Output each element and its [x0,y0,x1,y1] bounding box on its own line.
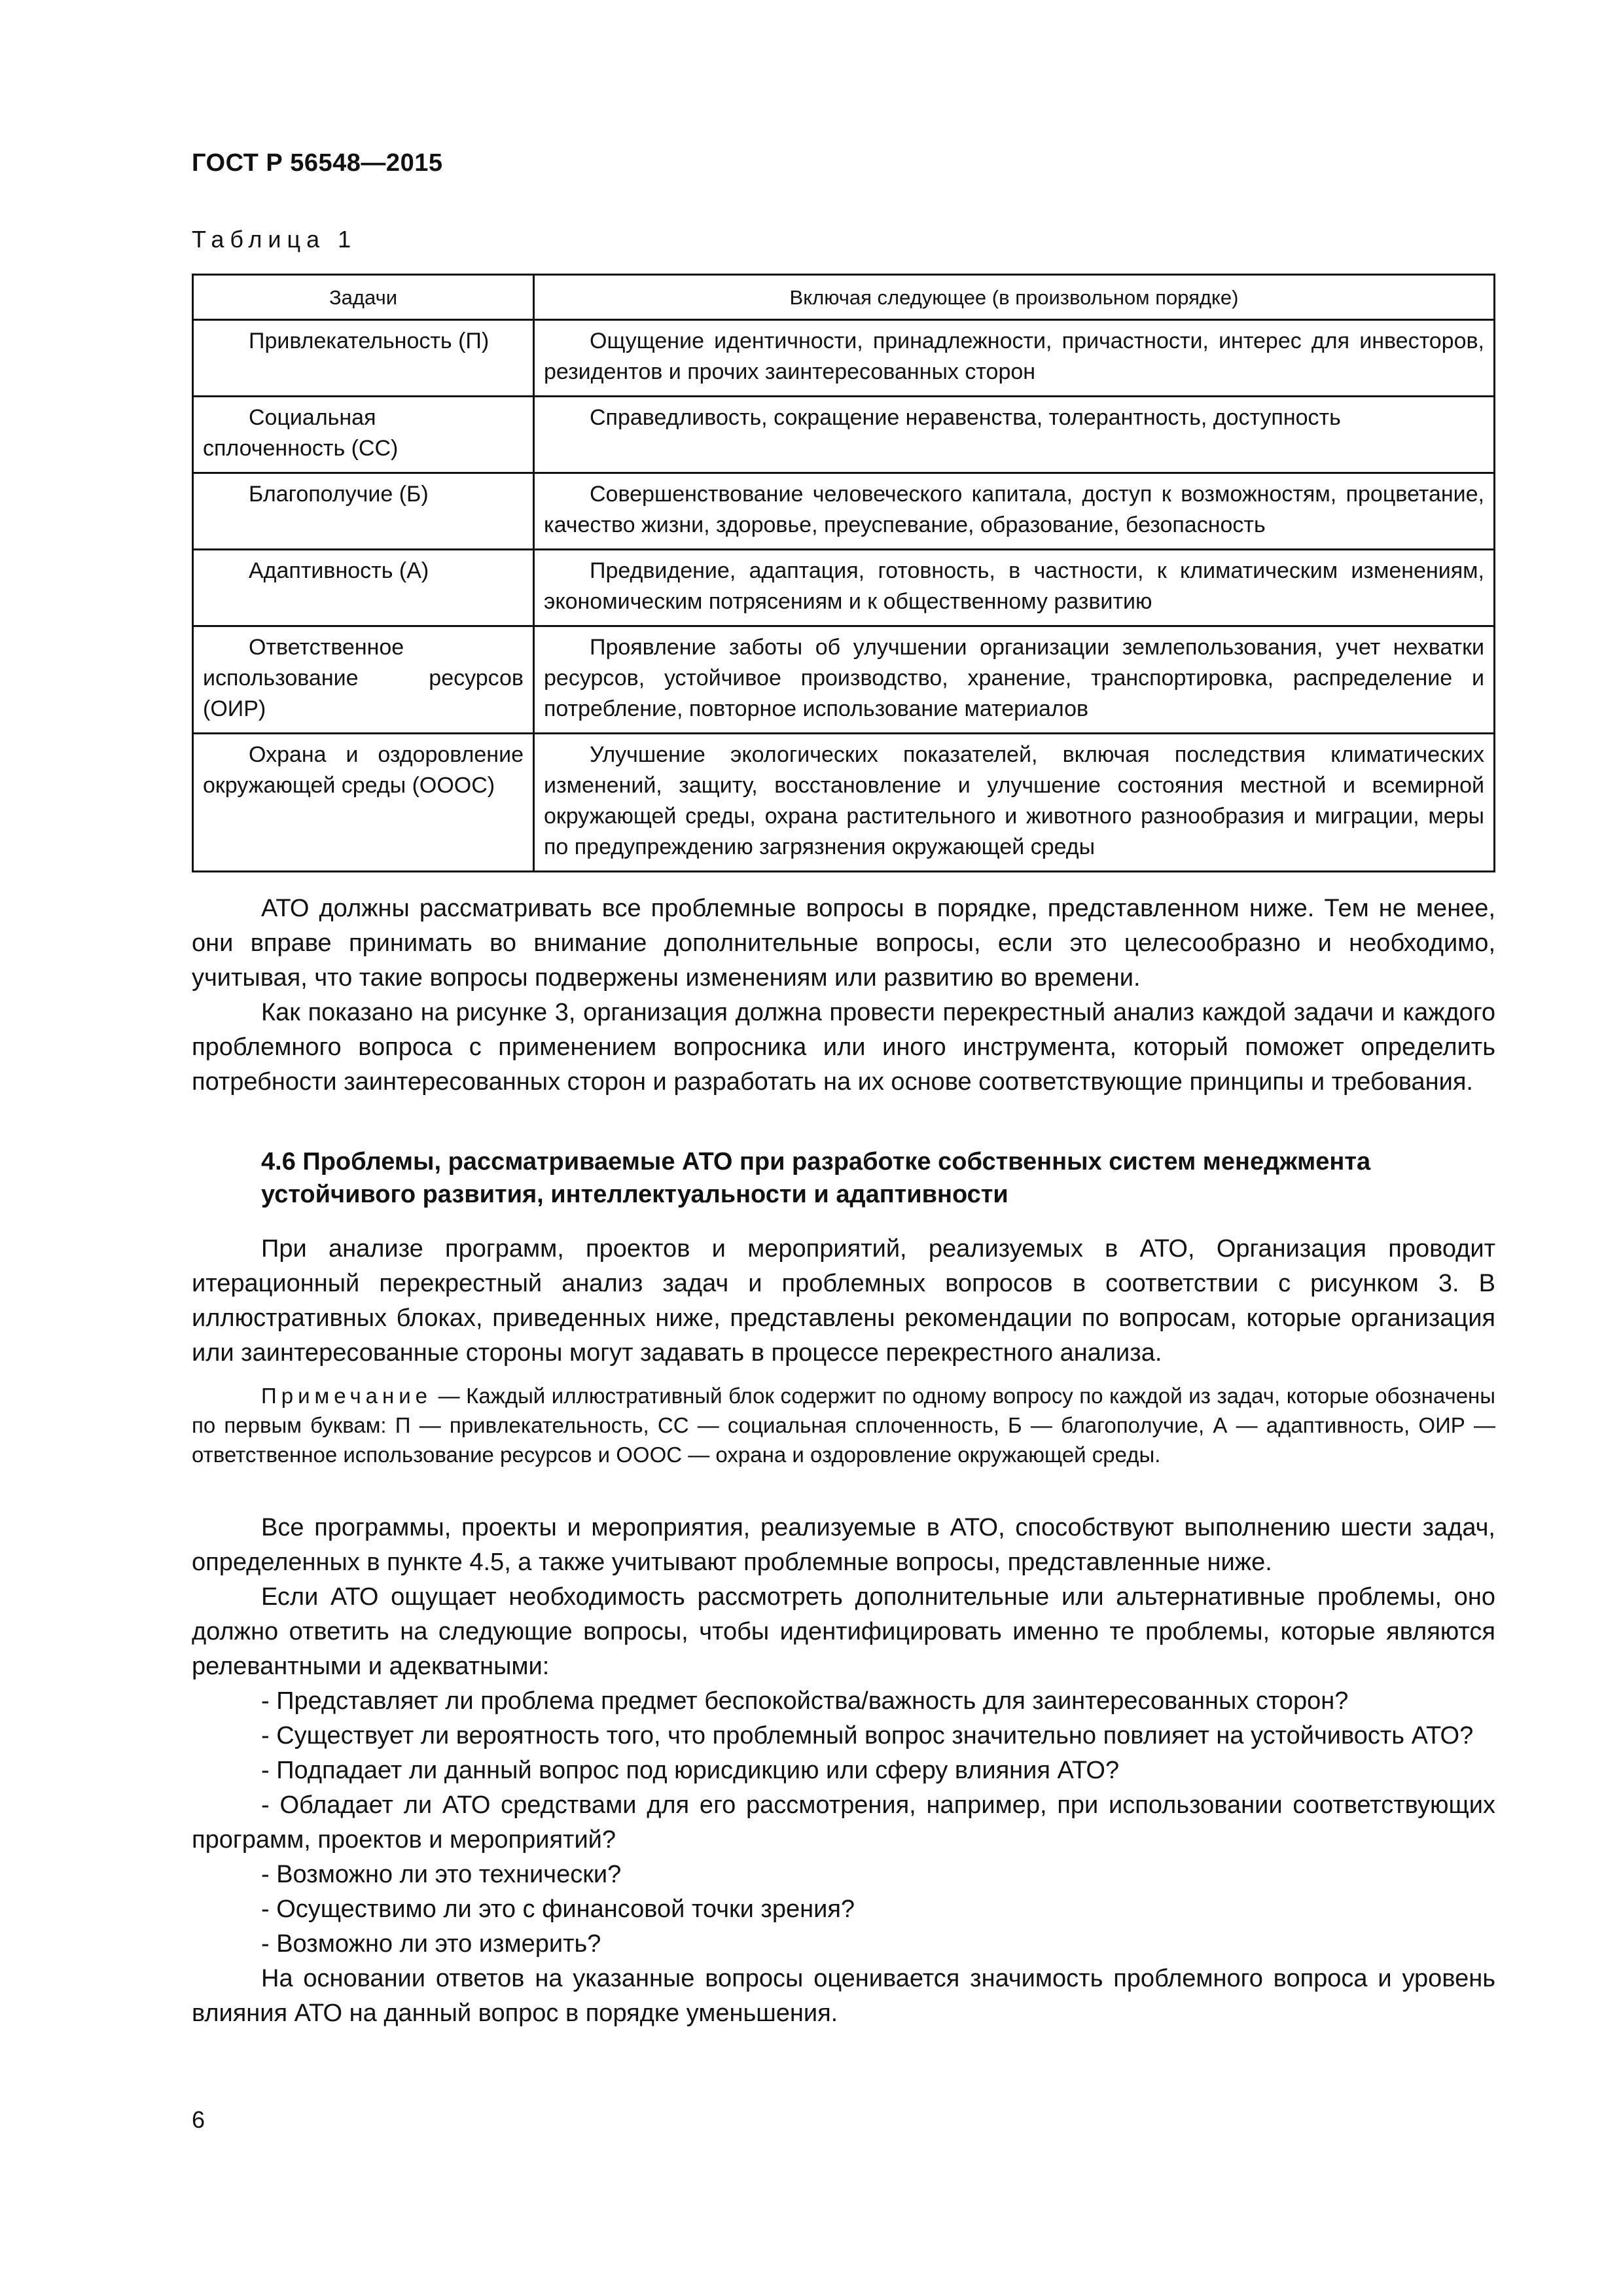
question-item: - Обладает ли АТО средствами для его рассмотрения, например, при использовании соответствующих программ, проектов и мероприятий? [192,1791,1495,1854]
table-row [193,550,1495,626]
note-label: Примечание [261,1384,433,1408]
section-heading: 4.6 Проблемы, рассматриваемые АТО при разработке собственных систем менеджмента устойчивого развития, интеллектуальности и адаптивности [261,1148,1371,1208]
table-row [193,626,1495,734]
includes-cell: Совершенствование человеческого капитала, доступ к возможностям, процветание, качество жизни, здоровье, преуспевание, образование, безопасность [534,473,1495,550]
includes-cell: Справедливость, сокращение неравенства, толерантность, доступность [534,397,1495,473]
document-code: ГОСТ Р 56548—2015 [192,149,443,177]
page-number: 6 [192,2106,205,2133]
task-cell: Ответственное использование ресурсов (ОИР) [193,626,534,734]
paragraph: При анализе программ, проектов и мероприятий, реализуемых в АТО, Организация проводит итерационный перекрестный анализ задач и проблемных вопросов в соответствии с рисунком 3. В иллюстративных блоках, приведенных ниже, представлены рекомендации по вопросам, которые организация или заинтересованные стороны могут задавать в процессе перекрестного анализа. [192,1235,1495,1367]
note [192,1381,1495,1469]
section-4-6 [192,1145,1495,1211]
table-row [193,734,1495,872]
includes-cell: Предвидение, адаптация, готовность, в частности, к климатическим изменениям, экономическим потрясениям и к общественному развитию [534,550,1495,626]
tasks-table [192,274,1495,872]
table-row [193,320,1495,397]
task-cell: Охрана и оздоровление окружающей среды (ОООС) [193,734,534,872]
table-row [193,397,1495,473]
includes-cell: Ощущение идентичности, принадлежности, причастности, интерес для инвесторов, резидентов и прочих заинтересованных сторон [534,320,1495,397]
column-header-tasks: Задачи [193,275,534,320]
paragraph: На основании ответов на указанные вопросы оценивается значимость проблемного вопроса и уровень влияния АТО на данный вопрос в порядке уменьшения. [192,1965,1495,2027]
note-text: — Каждый иллюстративный блок содержит по одному вопросу по каждой из задач, которые обозначены по первым буквам: П — привлекательность, СС — социальная сплоченность, Б — благополучие, А — адаптивность, ОИР — ответственное использование ресурсов и ОООС — охрана и оздоровление окружающей среды. [192,1384,1495,1467]
includes-cell: Улучшение экологических показателей, включая последствия климатических изменений, защиту, восстановление и улучшение состояния местной и всемирной окружающей среды, охрана растительного и животного разнообразия и миграции, меры по предупреждению загрязнения окружающей среды [534,734,1495,872]
question-item: - Осуществимо ли это с финансовой точки зрения? [261,1895,855,1923]
note-block [192,1381,1495,1469]
paragraph: АТО должны рассматривать все проблемные вопросы в порядке, представленном ниже. Тем не менее, они вправе принимать во внимание дополнительные вопросы, если это целесообразно и необходимо, учитывая, что такие вопросы подвержены изменениям или развитию во времени. [192,895,1495,992]
task-cell: Социальная сплоченность (СС) [193,397,534,473]
paragraph: Если АТО ощущает необходимость рассмотреть дополнительные или альтернативные проблемы, оно должно ответить на следующие вопросы, чтобы идентифицировать именно те проблемы, которые являются релевантными и адекватными: [192,1583,1495,1680]
body-block-3 [192,1511,1495,2031]
paragraph: Все программы, проекты и мероприятия, реализуемые в АТО, способствуют выполнению шести задач, определенных в пункте 4.5, а также учитывают проблемные вопросы, представленные ниже. [192,1514,1495,1576]
question-item: - Существует ли вероятность того, что проблемный вопрос значительно повлияет на устойчивость АТО? [261,1722,1474,1749]
includes-cell: Проявление заботы об улучшении организации землепользования, учет нехватки ресурсов, устойчивое производство, хранение, транспортировка, распределение и потребление, повторное использование материалов [534,626,1495,734]
table-row [193,473,1495,550]
question-item: - Подпадает ли данный вопрос под юрисдикцию или сферу влияния АТО? [261,1757,1120,1784]
paragraph: Как показано на рисунке 3, организация должна провести перекрестный анализ каждой задачи и каждого проблемного вопроса с применением вопросника или иного инструмента, который поможет определить потребности заинтересованных сторон и разработать на их основе соответствующие принципы и требования. [192,999,1495,1096]
table-header-row [193,275,1495,320]
table-caption: Таблица 1 [192,226,357,253]
task-cell: Адаптивность (А) [193,550,534,626]
question-item: - Возможно ли это технически? [261,1861,622,1888]
body-block-2 [192,1232,1495,1371]
task-cell: Привлекательность (П) [193,320,534,397]
column-header-includes: Включая следующее (в произвольном порядке) [534,275,1495,320]
question-item: - Представляет ли проблема предмет беспокойства/важность для заинтересованных сторон? [261,1687,1349,1715]
task-cell: Благополучие (Б) [193,473,534,550]
body-block-1 [192,891,1495,1100]
question-item: - Возможно ли это измерить? [261,1930,601,1958]
